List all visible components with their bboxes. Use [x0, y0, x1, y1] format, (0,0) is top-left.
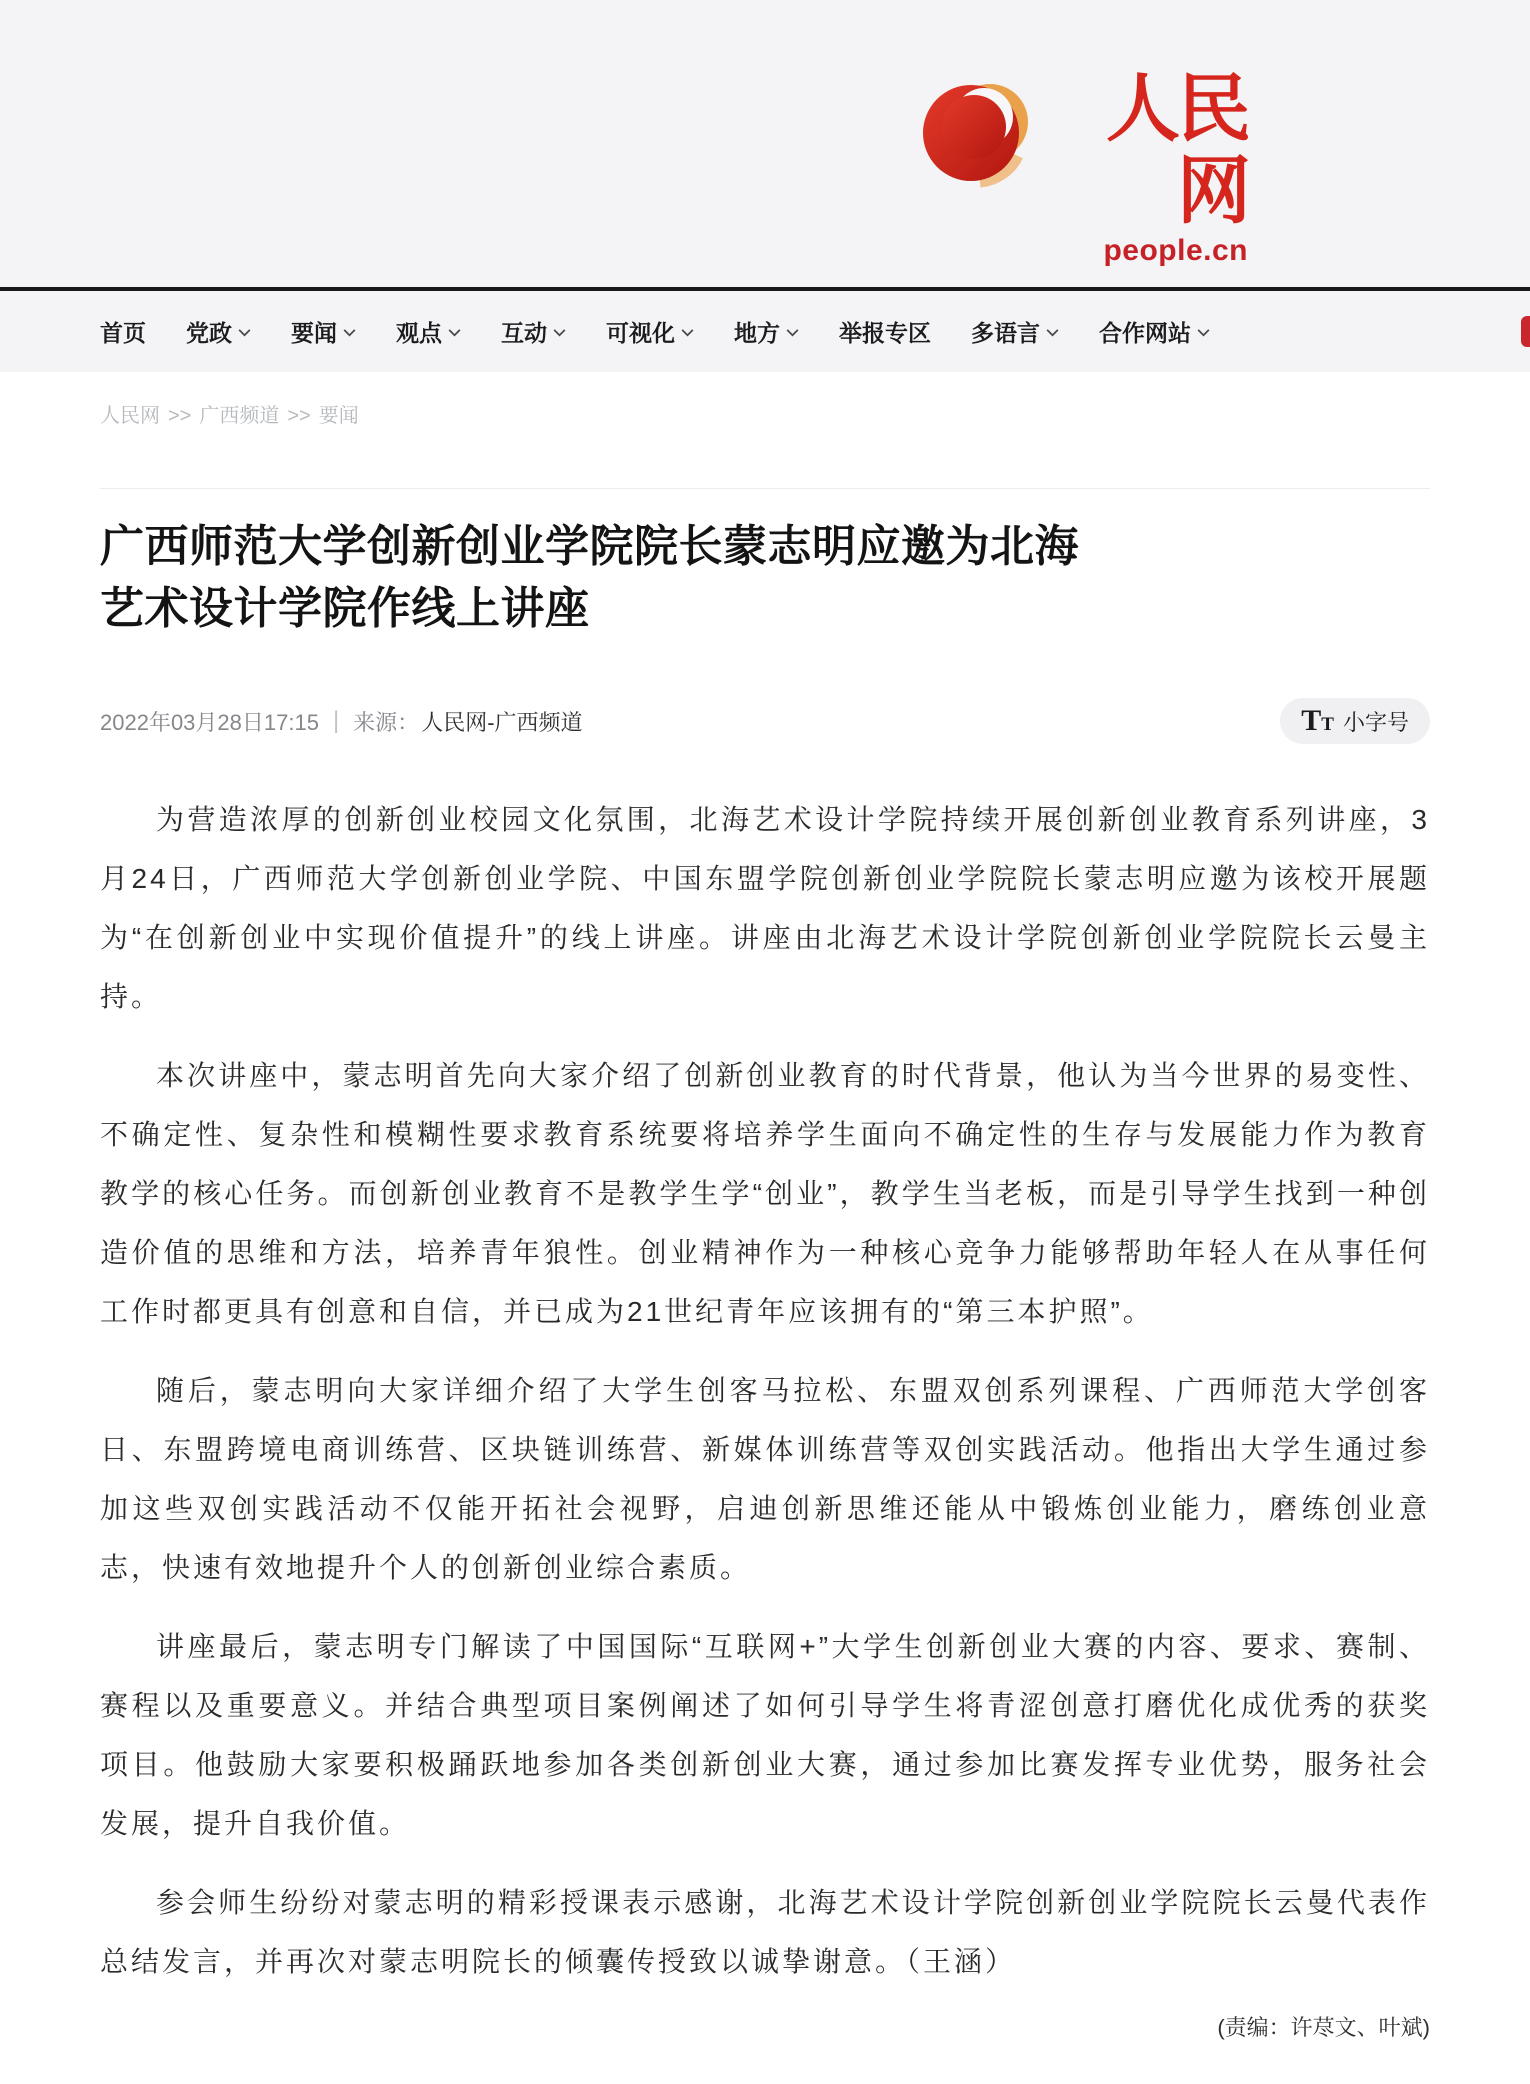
nav-item-label: 可视化 [606, 320, 675, 346]
nav-item-regions[interactable] [734, 315, 799, 348]
logo-site-name: 人民网 [1106, 67, 1248, 232]
font-size-button-label: 小字号 [1342, 709, 1409, 735]
publish-datetime: 2022年03月28日17:15 [100, 709, 319, 735]
chevron-down-icon [786, 329, 799, 337]
article-body [100, 790, 1430, 1991]
chevron-down-icon [238, 329, 251, 337]
nav-item-label: 观点 [396, 320, 442, 346]
article-meta-row [100, 698, 1430, 744]
article-paragraph: 为营造浓厚的创新创业校园文化氛围，北海艺术设计学院持续开展创新创业教育系列讲座，3月24日，广西师范大学创新创业学院、中国东盟学院创新创业学院院长蒙志明应邀为该校开展题为“在创新创业中实现价值提升”的线上讲座。讲座由北海艺术设计学院创新创业学院院长云曼主持。 [100, 804, 1430, 1012]
article-paragraph: 讲座最后，蒙志明专门解读了中国国际“互联网+”大学生创新创业大赛的内容、要求、赛制、赛程以及重要意义。并结合典型项目案例阐述了如何引导学生将青涩创意打磨优化成优秀的获奖项目。他鼓励大家要积极踊跃地参加各类创新创业大赛，通过参加比赛发挥专业优势，服务社会发展，提升自我价值。 [100, 1631, 1430, 1839]
nav-item-label: 多语言 [971, 320, 1040, 346]
nav-item-report-zone[interactable] [839, 315, 931, 348]
logo-site-domain: people.cn [1103, 234, 1248, 267]
nav-item-label: 首页 [100, 320, 146, 346]
nav-item-home[interactable] [100, 315, 146, 348]
logo-text [1036, 68, 1248, 267]
nav-item-label: 合作网站 [1099, 320, 1191, 346]
breadcrumb-item-people[interactable]: 人民网 [100, 405, 160, 427]
chevron-down-icon [681, 329, 694, 337]
editor-note: (责编：许荩文、叶斌) [1217, 2015, 1430, 2040]
source-label: 来源： [353, 709, 420, 735]
article-page [100, 404, 1430, 2041]
breadcrumb-item-guangxi-channel[interactable]: 广西频道 [199, 405, 280, 427]
site-header [0, 0, 1530, 287]
title-divider [100, 488, 1430, 489]
font-size-icon: T T [1301, 704, 1334, 737]
chevron-down-icon [343, 329, 356, 337]
chevron-down-icon [1197, 329, 1210, 337]
chevron-down-icon [1046, 329, 1059, 337]
nav-item-label: 地方 [734, 320, 780, 346]
article-title: 广西师范大学创新创业学院院长蒙志明应邀为北海艺术设计学院作线上讲座 [100, 522, 1079, 633]
site-logo[interactable] [922, 68, 1248, 267]
article-paragraph: 参会师生纷纷对蒙志明的精彩授课表示感谢，北海艺术设计学院创新创业学院院长云曼代表作总结发言，并再次对蒙志明院长的倾囊传授致以诚挚谢意。（王涵） [100, 1887, 1430, 1977]
nav-item-top-news[interactable] [291, 315, 356, 348]
nav-item-label: 要闻 [291, 320, 337, 346]
nav-item-label: 举报专区 [839, 320, 931, 346]
breadcrumb [100, 404, 1430, 428]
nav-item-visualization[interactable] [606, 315, 694, 348]
article-paragraph: 随后，蒙志明向大家详细介绍了大学生创客马拉松、东盟双创系列课程、广西师范大学创客日、东盟跨境电商训练营、区块链训练营、新媒体训练营等双创实践活动。他指出大学生通过参加这些双创实践活动不仅能开拓社会视野，启迪创新思维还能从中锻炼创业能力，磨练创业意志，快速有效地提升个人的创新创业综合素质。 [100, 1375, 1430, 1583]
breadcrumb-separator: >> [168, 405, 192, 427]
source-link[interactable]: 人民网-广西频道 [421, 709, 583, 735]
chevron-down-icon [448, 329, 461, 337]
nav-edge-red-button[interactable] [1521, 316, 1530, 347]
nav-item-interaction[interactable] [501, 315, 566, 348]
nav-item-party-gov[interactable] [186, 315, 251, 348]
nav-item-partner-sites[interactable] [1099, 315, 1210, 348]
chevron-down-icon [553, 329, 566, 337]
meta-separator: | [332, 707, 340, 734]
main-nav [0, 291, 1530, 372]
people-cn-globe-icon [922, 72, 1030, 190]
article-meta [100, 706, 583, 737]
font-size-button[interactable] [1280, 698, 1430, 744]
nav-item-multilingual[interactable] [971, 315, 1059, 348]
breadcrumb-item-top-news[interactable]: 要闻 [318, 405, 359, 427]
nav-item-label: 党政 [186, 320, 232, 346]
nav-item-opinions[interactable] [396, 315, 461, 348]
article-paragraph: 本次讲座中，蒙志明首先向大家介绍了创新创业教育的时代背景，他认为当今世界的易变性、不确定性、复杂性和模糊性要求教育系统要将培养学生面向不确定性的生存与发展能力作为教育教学的核心任务。而创新创业教育不是教学生学“创业”，教学生当老板，而是引导学生找到一种创造价值的思维和方法，培养青年狼性。创业精神作为一种核心竞争力能够帮助年轻人在从事任何工作时都更具有创意和自信，并已成为21世纪青年应该拥有的“第三本护照”。 [100, 1060, 1430, 1327]
breadcrumb-separator: >> [287, 405, 311, 427]
nav-item-label: 互动 [501, 320, 547, 346]
